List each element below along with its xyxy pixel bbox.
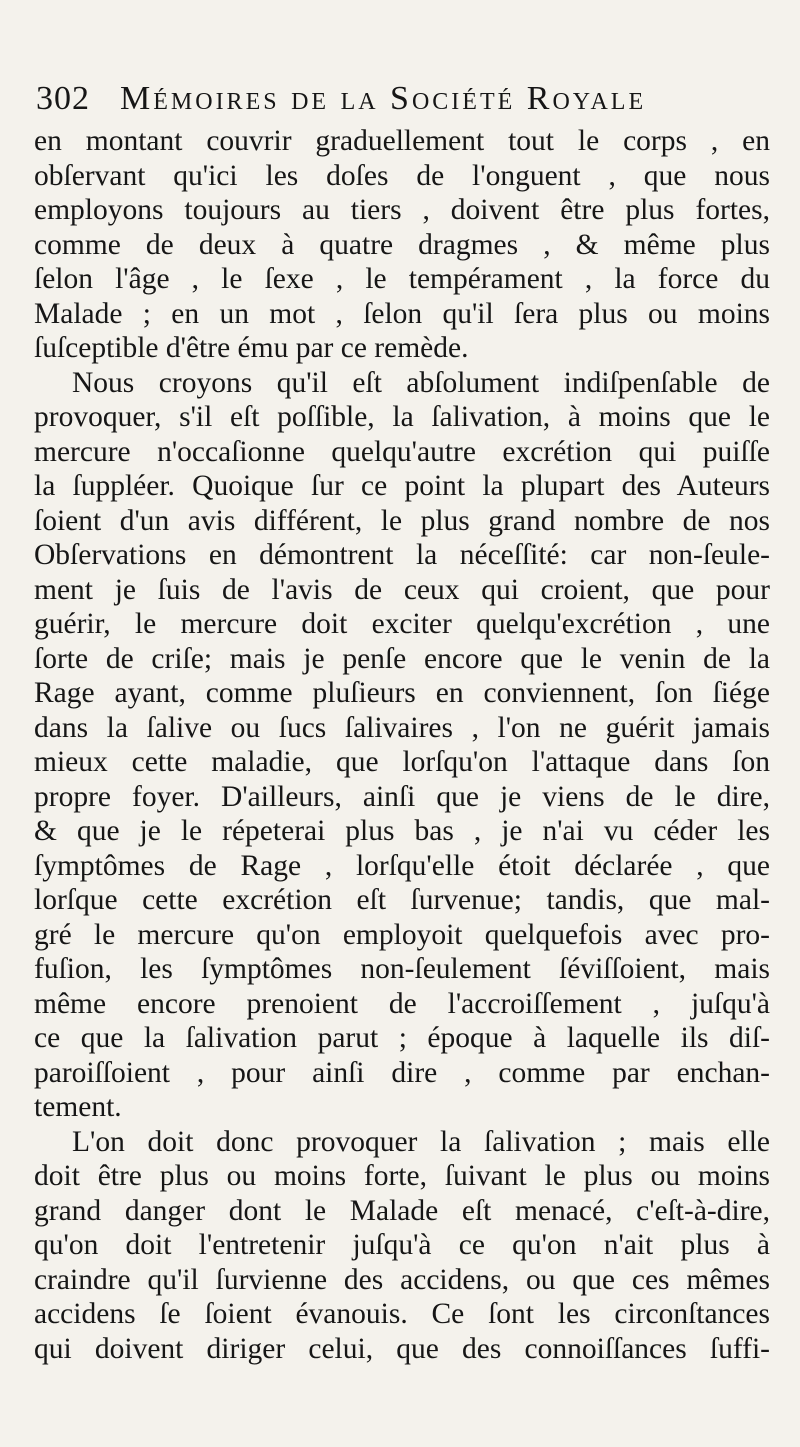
text-line: ſoient d'un avis différent, le plus grand nombre de nos: [34, 504, 770, 537]
text-line: en montant couvrir graduellement tout le corps , en: [34, 125, 770, 157]
paragraph-first-line: Nous croyons qu'il eſt abſolument indiſpenſable de: [72, 366, 770, 399]
text-line: Malade ; en un mot , ſelon qu'il ſera plus ou moins: [34, 297, 770, 330]
page-number: 302: [36, 80, 90, 117]
text-line: grand danger dont le Malade eſt menacé, c'eſt-à-dire,: [34, 1194, 770, 1227]
text-line: propre foyer. D'ailleurs, ainſi que je viens de le dire,: [34, 780, 770, 813]
text-line: même encore prenoient de l'accroiſſement , juſqu'à: [34, 987, 770, 1020]
text-line: ſorte de criſe; mais je penſe encore que le venin de la: [34, 642, 770, 675]
text-line: accidens ſe ſoient évanouis. Ce ſont les circonſtances: [34, 1298, 770, 1330]
text-line: lorſque cette excrétion eſt ſurvenue; tandis, que mal-: [34, 884, 770, 916]
text-line: qui doivent diriger celui, que des connoiſſances ſuffi-: [34, 1332, 770, 1365]
body-text: [34, 124, 770, 1366]
text-line: qu'on doit l'entretenir juſqu'à ce qu'on n'ait plus à: [34, 1229, 770, 1261]
text-line: paroiſſoient , pour ainſi dire , comme par enchan-: [34, 1056, 770, 1089]
text-line: ment je ſuis de l'avis de ceux qui croient, que pour: [34, 573, 770, 606]
text-line: la ſuppléer. Quoique ſur ce point la plupart des Auteurs: [34, 470, 770, 502]
text-line: Rage ayant, comme pluſieurs en conviennent, ſon ſiége: [34, 677, 770, 709]
paragraph-first-line: L'on doit donc provoquer la ſalivation ; mais elle: [72, 1125, 770, 1158]
text-line: tement.: [34, 1091, 122, 1123]
text-line: gré le mercure qu'on employoit quelquefois avec pro-: [34, 918, 770, 951]
text-line: Obſervations en démontrent la néceſſité: car non-ſeule-: [34, 539, 770, 571]
text-line: ce que la ſalivation parut ; époque à laquelle ils diſ-: [34, 1022, 770, 1054]
text-line: ſymptômes de Rage , lorſqu'elle étoit déclarée , que: [34, 849, 770, 882]
text-line: fuſion, les ſymptômes non-ſeulement ſéviſſoient, mais: [34, 953, 770, 985]
text-line: & que je le répeterai plus bas , je n'ai vu céder les: [34, 815, 770, 847]
text-line: doit être plus ou moins forte, ſuivant le plus ou moins: [34, 1160, 770, 1192]
running-head: [36, 78, 766, 122]
text-line: ſuſceptible d'être ému par ce remède.: [34, 332, 469, 364]
text-line: ſelon l'âge , le ſexe , le tempérament , la force du: [34, 263, 770, 295]
text-line: craindre qu'il ſurvienne des accidens, ou que ces mêmes: [34, 1263, 770, 1296]
text-line: provoquer, s'il eſt poſſible, la ſalivation, à moins que le: [34, 401, 770, 433]
text-line: mercure n'occaſionne quelqu'autre excrétion qui puiſſe: [34, 435, 770, 468]
text-line: dans la ſalive ou ſucs ſalivaires , l'on ne guérit jamais: [34, 711, 770, 744]
text-line: obſervant qu'ici les doſes de l'onguent , que nous: [34, 159, 770, 192]
text-line: comme de deux à quatre dragmes , & même plus: [34, 228, 770, 261]
text-line: guérir, le mercure doit exciter quelqu'excrétion , une: [34, 608, 770, 640]
running-title: Mémoires de la Société Royale: [120, 80, 647, 117]
text-line: employons toujours au tiers , doivent être plus fortes,: [34, 194, 770, 226]
text-line: mieux cette maladie, que lorſqu'on l'attaque dans ſon: [34, 746, 770, 778]
